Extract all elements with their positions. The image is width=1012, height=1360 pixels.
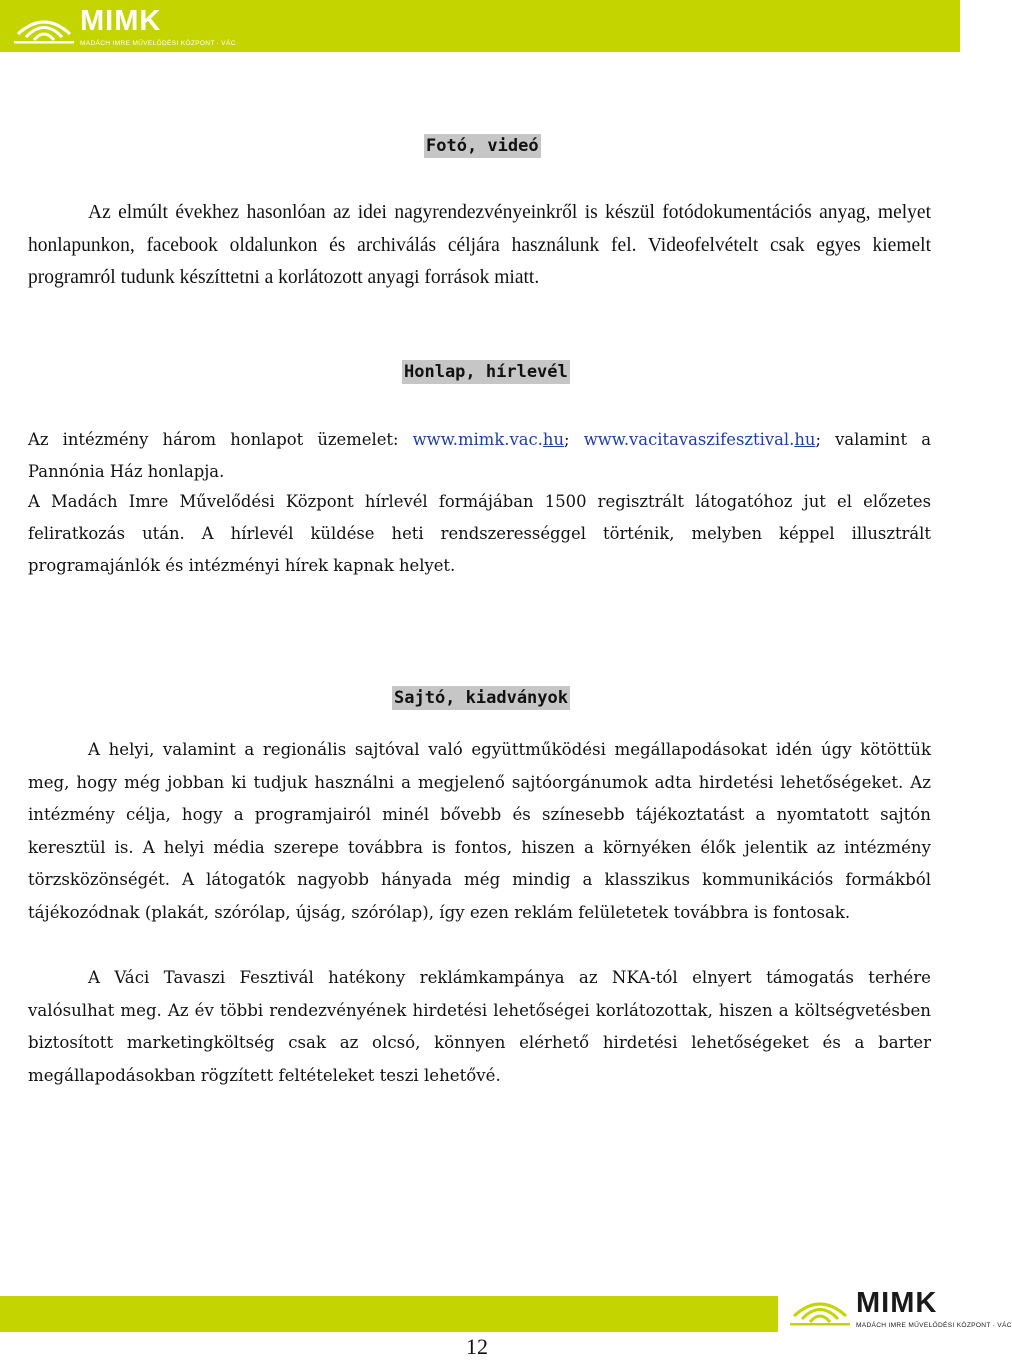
logo-subtitle: MADÁCH IMRE MŰVELŐDÉSI KÖZPONT · VÁC: [856, 1322, 1012, 1329]
foto-paragraph: Az elmúlt évekhez hasonlóan az idei nagyrendezvényeinkről is készül fotódokumentációs anyag, melyet honlapunkon, facebook oldalunkon és archiválás céljára használunk fel. Videofelvételt csak egyes kiemelt programról tudunk készíttetni a korlátozott anyagi források miatt.: [28, 202, 931, 288]
logo-subtitle: MADÁCH IMRE MŰVELŐDÉSI KÖZPONT · VÁC: [80, 40, 236, 47]
honlap-intro: Az intézmény három honlapot üzemelet:: [28, 430, 413, 449]
logo-wordmark: MIMK: [80, 5, 162, 37]
honlap-paragraph-2: A Madách Imre Művelődési Központ hírlevél formájában 1500 regisztrált látogatóhoz jut el előzetes feliratkozás után. A hírlevél küldése heti rendszerességgel történik, melyben képpel illusztrált programajánlók és intézményi hírek kapnak helyet.: [28, 492, 931, 575]
link-separator: ;: [564, 430, 584, 449]
mimk-logo-footer: [790, 1286, 1012, 1332]
mimk-logo: [14, 4, 236, 50]
honlap-outro: ; valamint a Pannónia Ház honlapja.: [28, 430, 931, 481]
logo-arches-icon: [790, 1286, 850, 1326]
sajto-paragraph-1: A helyi, valamint a regionális sajtóval való együttműködési megállapodásokat idén úgy kötöttük meg, hogy még jobban ki tudjuk használni a megjelenő sajtóorgánumok adta hirdetési lehetőségeket. Az intézmény célja, hogy a programjairól minél bővebb és színesebb tájékoztatást a nyomtatott sajtón keresztül is. A helyi média szerepe továbbra is fontos, hiszen a környéken élők jelentik az intézmény törzsközönségét. A látogatók nagyobb hányada még mindig a klasszikus kommunikációs formákból tájékozódnak (plakát, szórólap, újság, szórólap), így ezen reklám felületetek továbbra is fontosak.: [28, 740, 931, 922]
link-mimk-main: www.mimk.vac.: [412, 430, 543, 449]
honlap-paragraph-1: [28, 424, 931, 488]
link-festival-main: www.vacitavaszifesztival.: [583, 430, 795, 449]
link-mimk-tld: hu: [542, 430, 565, 449]
logo-arches-icon: [14, 4, 74, 44]
link-mimk[interactable]: [413, 430, 564, 449]
logo-wordmark: MIMK: [856, 1287, 938, 1319]
section-title-honlap: Honlap, hírlevél: [404, 362, 568, 382]
link-festival[interactable]: [584, 430, 816, 449]
section-title-sajto: Sajtó, kiadványok: [394, 688, 568, 708]
section-title-foto: Fotó, videó: [426, 136, 539, 156]
page-number: 12: [466, 1334, 488, 1359]
link-festival-tld: hu: [794, 430, 816, 449]
footer-band: [0, 1296, 778, 1332]
sajto-paragraph-2: A Váci Tavaszi Fesztivál hatékony reklámkampánya az NKA-tól elnyert támogatás terhére valósulhat meg. Az év többi rendezvényének hirdetési lehetőségei korlátozottak, hiszen a költségvetésben biztosított marketingköltség csak az olcsó, könnyen elérhető hirdetési lehetőségeket és a barter megállapodásokban rögzített feltételeket teszi lehetővé.: [28, 968, 931, 1085]
